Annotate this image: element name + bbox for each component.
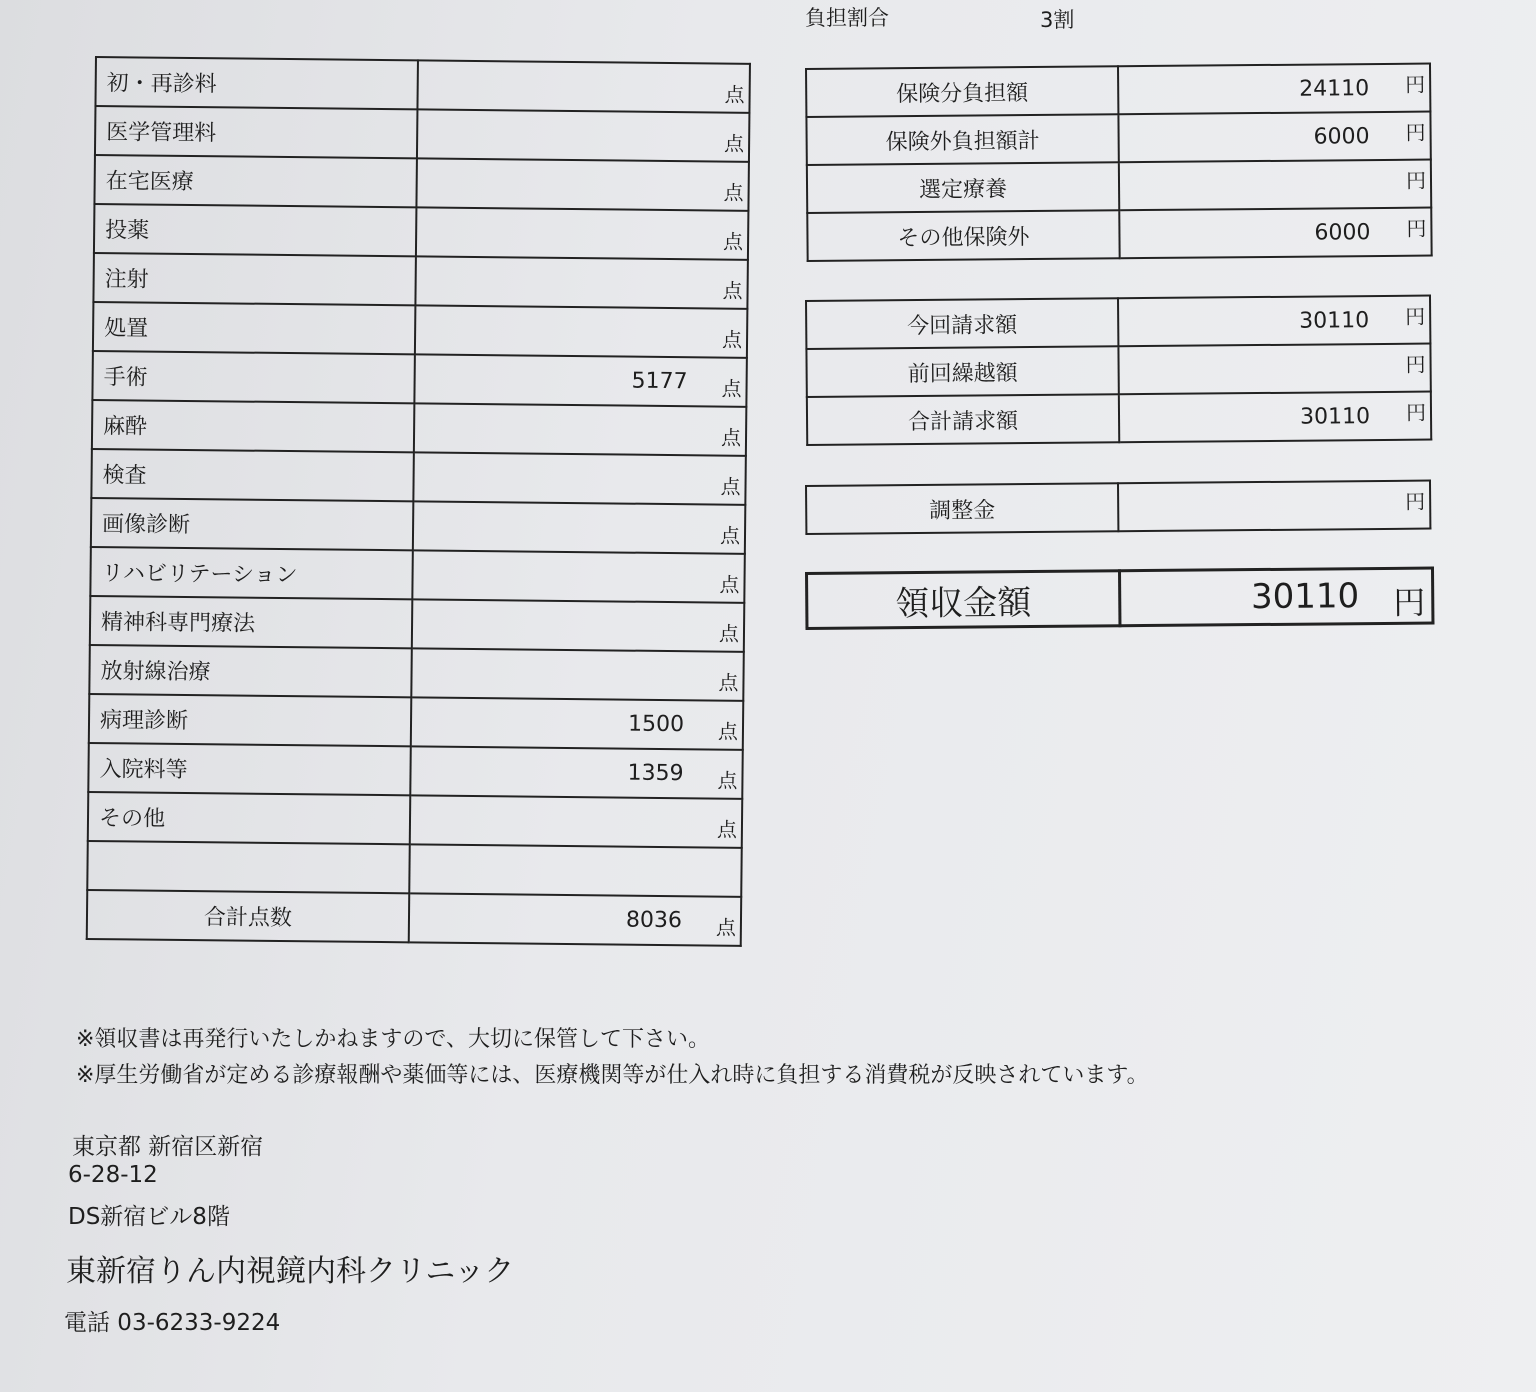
points-item-label: その他 [88, 792, 410, 844]
billing-item-value: 30110 [1299, 403, 1371, 430]
blank-cell [409, 844, 741, 896]
points-unit: 点 [715, 915, 737, 940]
points-item-label: 医学管理料 [95, 106, 417, 158]
points-item-value: 5177 [631, 368, 688, 395]
unit-label: 点 [720, 474, 741, 499]
burden-ratio-label: 負担割合 [805, 6, 889, 30]
unit-label: 円 [1405, 304, 1426, 329]
billing-item-label: 今回請求額 [806, 298, 1118, 349]
unit-label: 点 [724, 82, 745, 107]
billing-item-label: 合計請求額 [807, 394, 1119, 445]
points-item-row [94, 155, 748, 211]
note-reissue: ※領収書は再発行いたしかねますので、大切に保管して下さい。 [76, 1027, 710, 1052]
points-total-value: 8036 [625, 907, 683, 934]
clinic-phone: 電話 03-6233-9224 [64, 1310, 281, 1336]
insurance-item-row [807, 208, 1431, 261]
insurance-item-value: 24110 [1299, 75, 1370, 102]
points-item-label: 放射線治療 [89, 645, 411, 697]
unit-label: 点 [719, 572, 740, 597]
blank-cell [87, 841, 409, 893]
points-item-row [88, 792, 742, 848]
unit-label: 点 [722, 278, 743, 303]
unit-label: 円 [1405, 352, 1426, 377]
points-item-value: 1359 [627, 760, 684, 787]
unit-label: 円 [1405, 72, 1426, 97]
billing-table [805, 295, 1432, 446]
unit-label: 点 [719, 523, 741, 548]
received-amount-table [805, 567, 1434, 630]
yen-unit: 円 [1393, 583, 1426, 622]
billing-item-row [806, 344, 1430, 397]
unit-label: 点 [717, 768, 738, 793]
points-item-row [92, 351, 746, 407]
points-item-label: 投薬 [94, 204, 416, 256]
unit-label: 点 [721, 327, 743, 352]
adjustment-label: 調整金 [806, 483, 1118, 534]
clinic-address-line3: DS新宿ビル8階 [68, 1204, 230, 1230]
points-item-row [91, 449, 745, 505]
points-item-label: 病理診断 [89, 694, 411, 746]
unit-label: 点 [718, 621, 740, 646]
unit-label: 円 [1405, 400, 1427, 425]
points-item-label: 初・再診料 [95, 57, 417, 109]
points-item-row [90, 596, 744, 652]
points-item-row [93, 302, 747, 358]
points-item-row [94, 204, 748, 260]
points-item-label: 在宅医療 [94, 155, 416, 207]
points-item-label: 麻酔 [92, 400, 414, 452]
points-total-row [87, 890, 741, 946]
clinic-address-line1: 東京都 新宿区新宿 [72, 1134, 264, 1160]
points-item-label: 入院料等 [88, 743, 410, 795]
insurance-item-value: 6000 [1314, 219, 1371, 246]
insurance-item-label: 保険分負担額 [806, 66, 1118, 117]
adjustment-table [805, 480, 1431, 535]
unit-label: 円 [1405, 168, 1427, 193]
points-item-row [95, 57, 749, 113]
points-item-row [88, 743, 742, 799]
points-item-row [92, 400, 746, 456]
points-item-label: 手術 [92, 351, 414, 403]
yen-unit: 円 [1405, 489, 1426, 514]
unit-label: 円 [1405, 120, 1426, 145]
billing-item-label: 前回繰越額 [806, 346, 1118, 397]
insurance-item-row [807, 160, 1431, 213]
points-total-label: 合計点数 [87, 890, 409, 942]
points-item-label: リハビリテーション [90, 547, 412, 599]
points-item-label: 画像診断 [91, 498, 413, 550]
insurance-item-value: 6000 [1313, 123, 1370, 150]
points-item-row [91, 498, 745, 554]
unit-label: 点 [722, 229, 744, 254]
insurance-table [805, 63, 1433, 262]
points-item-row [90, 547, 744, 603]
insurance-item-label: 保険外負担額計 [806, 114, 1118, 165]
points-item-value: 1500 [627, 711, 685, 738]
points-item-label: 注射 [93, 253, 415, 305]
burden-ratio-value: 3割 [1040, 8, 1075, 32]
billing-item-value: 30110 [1299, 307, 1370, 334]
billing-item-row [806, 296, 1430, 349]
unit-label: 点 [717, 719, 739, 744]
clinic-address-line2: 6-28-12 [68, 1162, 158, 1188]
points-table [86, 56, 751, 947]
unit-label: 点 [723, 180, 744, 205]
insurance-item-row [806, 112, 1430, 165]
points-item-label: 精神科専門療法 [90, 596, 412, 648]
unit-label: 点 [718, 670, 739, 695]
clinic-name: 東新宿りん内視鏡内科クリニック [66, 1254, 515, 1289]
unit-label: 点 [723, 131, 745, 156]
points-item-row [95, 106, 749, 162]
points-item-row [93, 253, 747, 309]
unit-label: 点 [721, 376, 742, 401]
unit-label: 点 [720, 425, 742, 450]
billing-item-row [807, 392, 1431, 445]
note-consumption-tax: ※厚生労働省が定める診療報酬や薬価等には、医療機関等が仕入れ時に負担する消費税が反映されています。 [76, 1063, 1149, 1088]
received-amount-value: 30110 [1250, 576, 1360, 618]
points-item-row [89, 645, 743, 701]
received-amount-label: 領収金額 [807, 571, 1120, 629]
unit-label: 点 [716, 817, 738, 842]
insurance-item-row [806, 64, 1430, 117]
points-item-label: 検査 [91, 449, 413, 501]
points-item-label: 処置 [93, 302, 415, 354]
insurance-item-label: その他保険外 [807, 210, 1119, 261]
points-item-row [89, 694, 743, 750]
insurance-item-label: 選定療養 [807, 162, 1119, 213]
unit-label: 円 [1406, 216, 1427, 241]
